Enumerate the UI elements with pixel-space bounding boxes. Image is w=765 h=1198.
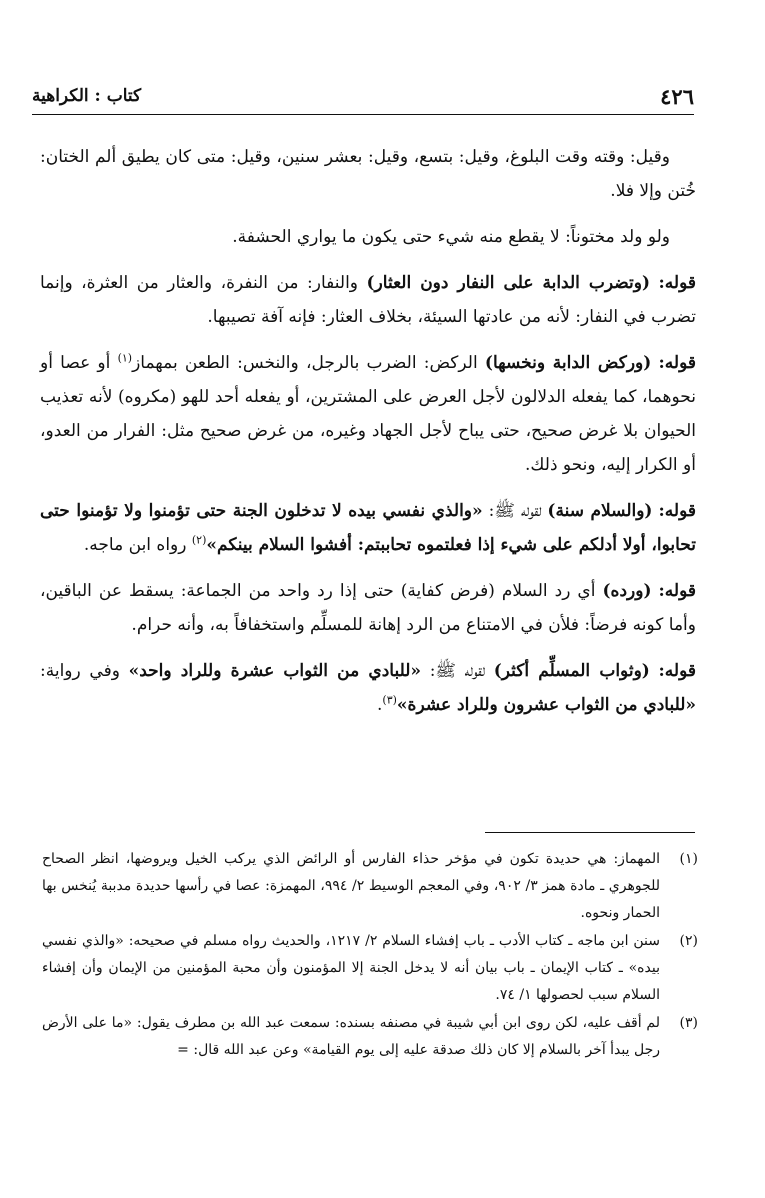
matn-quote: (وركض الدابة ونخسها) [484,353,652,373]
paragraph: قوله: (ورده) أي رد السلام (فرض كفاية) حتى إذا رد واحد من الجماعة: يسقط عن الباقين، وأما كونه فرضاً: فلأن في الامتناع من الرد إهانة للمسلِّم واستخفافاً به، وأنه حرام. [40,581,696,635]
qawluhu-label: قوله: [658,501,696,521]
qawluhu-label: قوله: [658,353,696,373]
footnote-text: المهماز: هي حديدة تكون في مؤخر حذاء الفارس أو الرائض الذي يركب الخيل ويروضها، انظر الصحاح للجوهري ـ مادة همز ٣/ ٩٠٢، وفي المعجم الوسيط ٢/ ٩٩٤، المهمزة: عصا في رأسها حديدة مدببة يُنخس بها الحمار ونحوه. [42,851,661,921]
footnote-ref[interactable]: (٢) [191,533,207,547]
paragraph: قوله: (والسلام سنة) لقوله ﷺ: «والذي نفسي بيده لا تدخلون الجنة حتى تؤمنوا ولا تؤمنوا حتى تحابوا، أولا أدلكم على شيء إذا فعلتموه تحاببتم: أفشوا السلام بينكم»$^{(٢)}$ رواه ابن ماجه. [40,501,696,555]
hadith-quote: «للبادي من الثواب عشرون وللراد عشرة» [396,695,696,715]
paragraph: قوله: (وتضرب الدابة على النفار دون العثار) والنفار: من النفرة، والعثار من العثرة، وإنما تضرب في النفار: لأنه من عادتها السيئة، بخلاف العثار: فإنه آفة تصيبها. [40,273,697,327]
footnote [42,928,698,1009]
matn-quote: (وتضرب الدابة على النفار دون العثار) [366,273,651,293]
footnote-ref[interactable]: (١) [117,351,133,365]
paragraph: وقيل: وقته وقت البلوغ، وقيل: بتسع، وقيل: بعشر سنين، وقيل: متى كان يطيق ألم الختان: خُتن وإلا فلا. [40,147,696,201]
footnote-number: (٣) [679,1015,698,1031]
paragraph: قوله: (وركض الدابة ونخسها) الركض: الضرب بالرجل، والنخس: الطعن بمهماز$^{(١)}$ أو عصا أو نحوهما، كما يفعله الدلالون لأجل العرض على المشترين، أو يفعله أحد للهو (مكروه) لأنه تعذيب الحيوان بلا غرض صحيح، حتى يباح لأجل الجهاد وغيره، من غرض صحيح مثل: الفرار من العدو، أو الكرار إليه، ونحو ذلك. [40,351,696,475]
footnotes [42,846,698,1065]
qawluhu-label: قوله: [658,661,696,681]
footnote-text: لم أقف عليه، لكن روى ابن أبي شيبة في مصنفه بسنده: سمعت عبد الله بن مطرف يقول: «ما على الأرض رجل يبدأ آخر بالسلام إلا كان ذلك صدقة عليه إلى يوم القيامة» وعن عبد الله قال: = [42,1015,660,1058]
footnote [42,1010,698,1064]
footnote-number: (٢) [679,933,698,949]
matn-quote: (وثواب المسلِّم أكثر) [493,661,650,681]
matn-quote: (ورده) [602,581,652,601]
page-number: ٤٢٦ [652,84,694,109]
footnote-separator [485,832,695,833]
paragraph: ولو ولد مختوناً: لا يقطع منه شيء حتى يكون ما يواري الحشفة. [232,227,670,247]
footnote-number: (١) [679,851,698,867]
page-header [32,84,694,115]
qawluhu-label: قوله: [658,581,696,601]
matn-quote: (والسلام سنة) [547,501,653,521]
footnote [42,846,698,927]
hadith-quote: «والذي نفسي بيده لا تدخلون الجنة حتى تؤمنوا ولا تؤمنوا حتى تحابوا، أولا أدلكم على شيء إذا فعلتموه تحاببتم: أفشوا السلام بينكم» [40,501,696,555]
hadith-quote: «للبادي من الثواب عشرة وللراد واحد» [128,661,422,681]
running-title: كتاب : الكراهية [32,86,149,106]
paragraph: قوله: (وثواب المسلِّم أكثر) لقوله ﷺ: «للبادي من الثواب عشرة وللراد واحد» وفي رواية: «للبادي من الثواب عشرون وللراد عشرة»$^{(٣)}$. [40,661,696,715]
footnote-ref[interactable]: (٣) [382,693,397,707]
qawluhu-label: قوله: [658,273,697,293]
main-text [40,140,696,734]
footnote-text: سنن ابن ماجه ـ كتاب الأدب ـ باب إفشاء السلام ٢/ ١٢١٧، والحديث رواه مسلم في صحيحه: «والذي نفسي بيده» ـ كتاب الإيمان ـ باب بيان أنه لا يدخل الجنة إلا المؤمنون وأن محبة المؤمنين من الإيمان وأن إفشاء السلام سبب لحصولها ١/ ٧٤. [42,933,661,1003]
